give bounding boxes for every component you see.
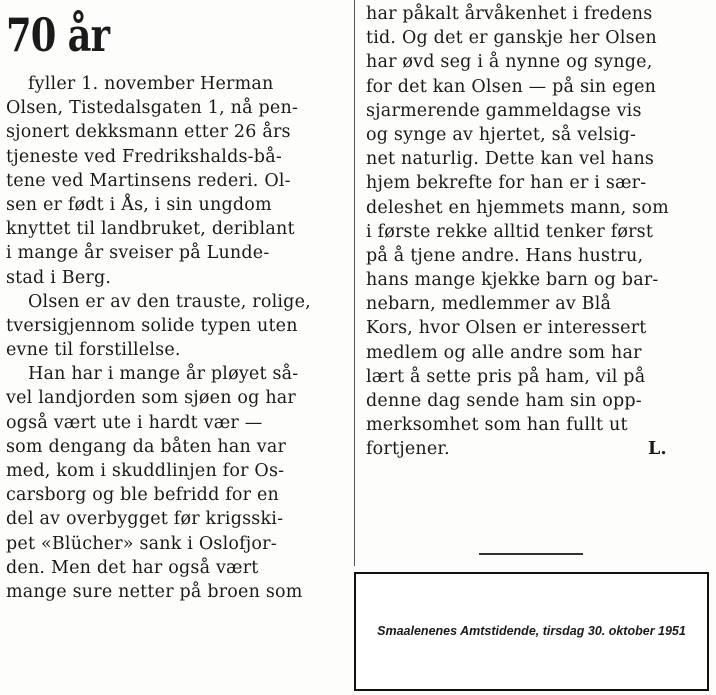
text-line: tid. Og det er ganskje her Olsen [366,28,657,49]
text-line: nebarn, medlemmer av Blå [366,294,612,315]
text-line: medlem og alle andre som har [366,342,642,363]
text-line: sjonert dekksmann etter 26 års [6,122,291,143]
text-line: tjeneste ved Fredrikshalds-bå- [6,146,282,167]
text-line: i første rekke alltid tenker først [366,221,654,242]
text-line: merksomhet som han fullt ut [366,415,628,436]
text-line: den. Men det har også vært [6,557,259,578]
right-body [366,2,706,462]
text-line: tene ved Martinsens rederi. Ol- [6,170,291,191]
text-line: på å tjene andre. Hans hustru, [366,245,644,266]
signature: L. [648,439,667,460]
text-line: del av overbygget før krigsski- [6,509,284,530]
text-line: stad i Berg. [6,267,112,288]
text-line: og synge av hjertet, så velsig- [366,124,637,145]
text-line: har påkalt årvåkenhet i fredens [366,4,653,24]
text-line: Olsen er av den trauste, rolige, [28,291,311,312]
column-divider [354,0,355,566]
text-line: har øvd seg i å nynne og synge, [366,52,653,73]
text-line: sen er født i Ås, i sin ungdom [6,194,272,215]
text-line: Kors, hvor Olsen er interessert [366,318,647,339]
text-line: sjarmerende gammeldagse vis [366,100,642,121]
text-line: tversigjennom solide typen uten [6,315,298,336]
right-column [366,0,706,462]
text-line: med, kom i skuddlinjen for Os- [6,461,285,481]
source-caption: Smaalenenes Amtstidende, tirsdag 30. oktober 1951 [377,624,686,638]
text-line: Han har i mange år pløyet så- [28,364,299,385]
text-line: net naturlig. Dette kan vel hans [366,149,655,170]
text-line: knyttet til landbruket, deriblant [6,219,295,240]
text-line: vel landjorden som sjøen og har [6,388,297,409]
text-line: hjem bekrefte for han er i sær- [366,173,647,194]
text-line: også vært ute i hardt vær — [6,412,263,433]
text-line: lært å sette pris på ham, vil på [366,366,646,387]
text-line: i mange år sveiser på Lunde- [6,243,270,264]
text-line: denne dag sende ham sin opp- [366,391,642,411]
source-caption-box [354,572,709,691]
text-line: Olsen, Tistedalsgaten 1, nå pen- [6,98,299,119]
text-line: deleshet en hjemmets mann, som [366,197,669,218]
text-line: carsborg og ble befridd for en [6,485,280,506]
text-line: fortjener. [366,439,450,460]
text-line: fyller 1. november Herman [28,74,274,94]
left-column [6,0,344,604]
left-body [6,72,344,604]
headline: 70 år [6,8,110,62]
text-line: evne til forstillelse. [6,340,181,361]
text-line: for det kan Olsen — på sin egen [366,76,657,97]
text-line: mange sure netter på broen som [6,581,303,602]
text-line: hans mange kjekke barn og bar- [366,270,659,291]
last-line [366,437,706,461]
text-line: som dengang da båten han var [6,436,287,457]
end-rule [479,553,583,555]
text-line: pet «Blücher» sank i Oslofjor- [6,533,277,554]
